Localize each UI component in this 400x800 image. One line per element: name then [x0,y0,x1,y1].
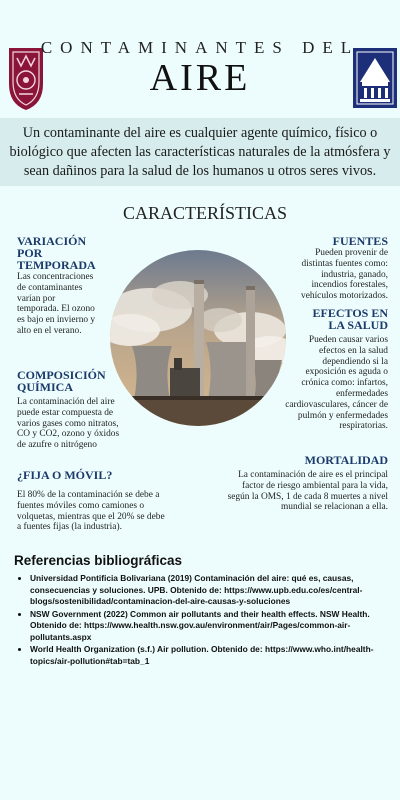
heading-fuentes: FUENTES [332,234,388,248]
text-mortalidad: La contaminación de aire es el principal factor de riesgo ambiental para la vida, según la OMS, 1 de cada 8 muertes a nivel mundial se relacionan a ella. [227,470,388,513]
reference-item: • Universidad Pontificia Bolivariana (2019) Contaminación del aire: qué es, causas, consecuencias y soluciones. UPB. Obtenido de: https://www.upb.edu.co/es/central-blogs/sostenibilidad/contaminacion-del-aire-causas-y-soluciones [30,573,400,608]
page-title-line2: AIRE [149,57,251,99]
text-fuentes: Pueden provenir de distintas fuentes como: industria, ganado, incendios forestales, vehículos motorizados. [301,248,388,302]
heading-variacion: VARIACIÓN POR TEMPORADA [17,234,96,272]
reference-item: • NSW Government (2022) Common air pollutants and their health effects. NSW Health. Obtenido de: https://www.health.nsw.gov.au/environment/air/Pages/common-air-pollutants.aspx [30,609,400,644]
reference-item: • World Health Organization (s.f.) Air pollution. Obtenido de: https://www.who.int/health-topics/air-pollution#tab=tab_1 [30,644,400,667]
factory-smokestacks-image [110,250,286,426]
heading-mortalidad: MORTALIDAD [304,453,388,467]
heading-efectos: EFECTOS EN LA SALUD [312,306,388,332]
heading-composicion: COMPOSICIÓN QUÍMICA [17,368,106,394]
references-title: Referencias bibliográficas [14,553,183,568]
section-title: CARACTERÍSTICAS [122,203,288,223]
page-title-line1: CONTAMINANTES DEL [40,38,360,57]
text-fija-movil: El 80% de la contaminación se debe a fuentes móviles como camiones o volquetas, mientras que el 20% se debe a fuentes fijas (la industria). [17,490,165,533]
text-efectos: Pueden causar varios efectos en la salud dependiendo si la exposición es aguda o crónica como: infartos, enfermedades cardiovasculares, cáncer de pulmón y enfermedades respiratorias. [285,335,388,432]
text-composicion: La contaminación del aire puede estar compuesta de varios gases como nitratos, CO y CO2, ozono y óxidos de azufre o nitrógeno [17,397,120,451]
references-list [14,573,400,668]
heading-fija-movil: ¿FIJA O MÓVIL? [17,468,113,482]
intro-text: Un contaminante del aire es cualquier agente químico, físico o biológico que afecten las características naturales de la atmósfera y sean dañinos para la salud de los humanos u otros seres vivos. [0,118,400,186]
text-variacion: Las concentraciones de contaminantes varían por temporada. El ozono es bajo en invierno y alto en el verano. [17,272,96,336]
